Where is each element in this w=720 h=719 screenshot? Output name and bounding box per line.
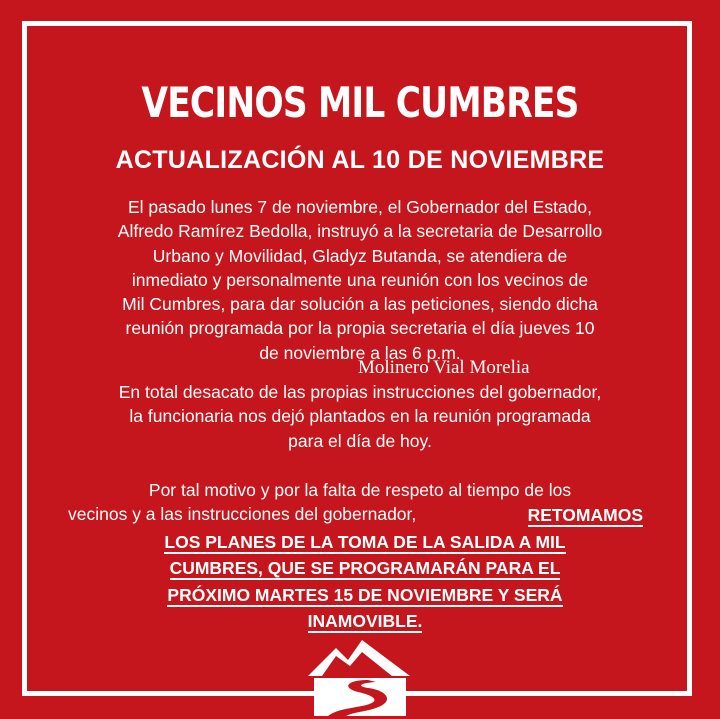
highlight-line: [85, 502, 645, 529]
text-line: vecinos y a las instrucciones del gobernador,: [68, 504, 417, 525]
text-line: Urbano y Movilidad, Gladyz Butanda, se atendiera de: [152, 245, 568, 266]
mountain-road-icon: [306, 636, 412, 716]
poster-title: VECINOS MIL CUMBRES: [141, 78, 579, 127]
highlight-line: [85, 529, 645, 556]
poster-subtitle: ACTUALIZACIÓN AL 10 DE NOVIEMBRE: [115, 146, 605, 174]
text-line: de noviembre a las 6 p.m.: [259, 342, 461, 363]
highlight-text: LOS PLANES DE LA TOMA DE LA SALIDA A MIL: [164, 531, 566, 552]
paragraph-meeting-instruction: [40, 195, 680, 365]
text-line: El pasado lunes 7 de noviembre, el Gobernador del Estado,: [127, 197, 593, 217]
text-line: Por tal motivo y por la falta de respeto al tiempo de los: [148, 480, 572, 500]
highlight-text: RETOMAMOS: [527, 505, 643, 525]
text-line: para el día de hoy.: [288, 430, 432, 451]
highlight-announcement: [85, 502, 645, 635]
text-line: Alfredo Ramírez Bedolla, instruyó a la secretaria de Desarrollo: [117, 221, 603, 242]
highlight-line: [85, 555, 645, 582]
highlight-text: CUMBRES, QUE SE PROGRAMARÁN PARA EL: [169, 558, 561, 578]
text-line: reunión programada por la propia secretaria el día jueves 10: [125, 318, 595, 339]
highlight-text: INAMOVIBLE.: [307, 611, 423, 631]
highlight-text: PRÓXIMO MARTES 15 DE NOVIEMBRE Y SERÁ: [167, 584, 563, 605]
watermark-text: Molinero Vial Morelia: [358, 357, 530, 378]
highlight-line: [85, 582, 645, 609]
text-line: la funcionaria nos dejó plantados en la reunión programada: [129, 406, 591, 427]
highlight-line: [85, 608, 645, 635]
text-line: inmediato y personalmente una reunión con los vecinos de: [131, 269, 589, 290]
paragraph-no-show: [40, 380, 680, 453]
text-line: En total desacato de las propias instrucciones del gobernador,: [118, 382, 602, 402]
text-line: Mil Cumbres, para dar solución a las peticiones, siendo dicha: [122, 294, 598, 315]
